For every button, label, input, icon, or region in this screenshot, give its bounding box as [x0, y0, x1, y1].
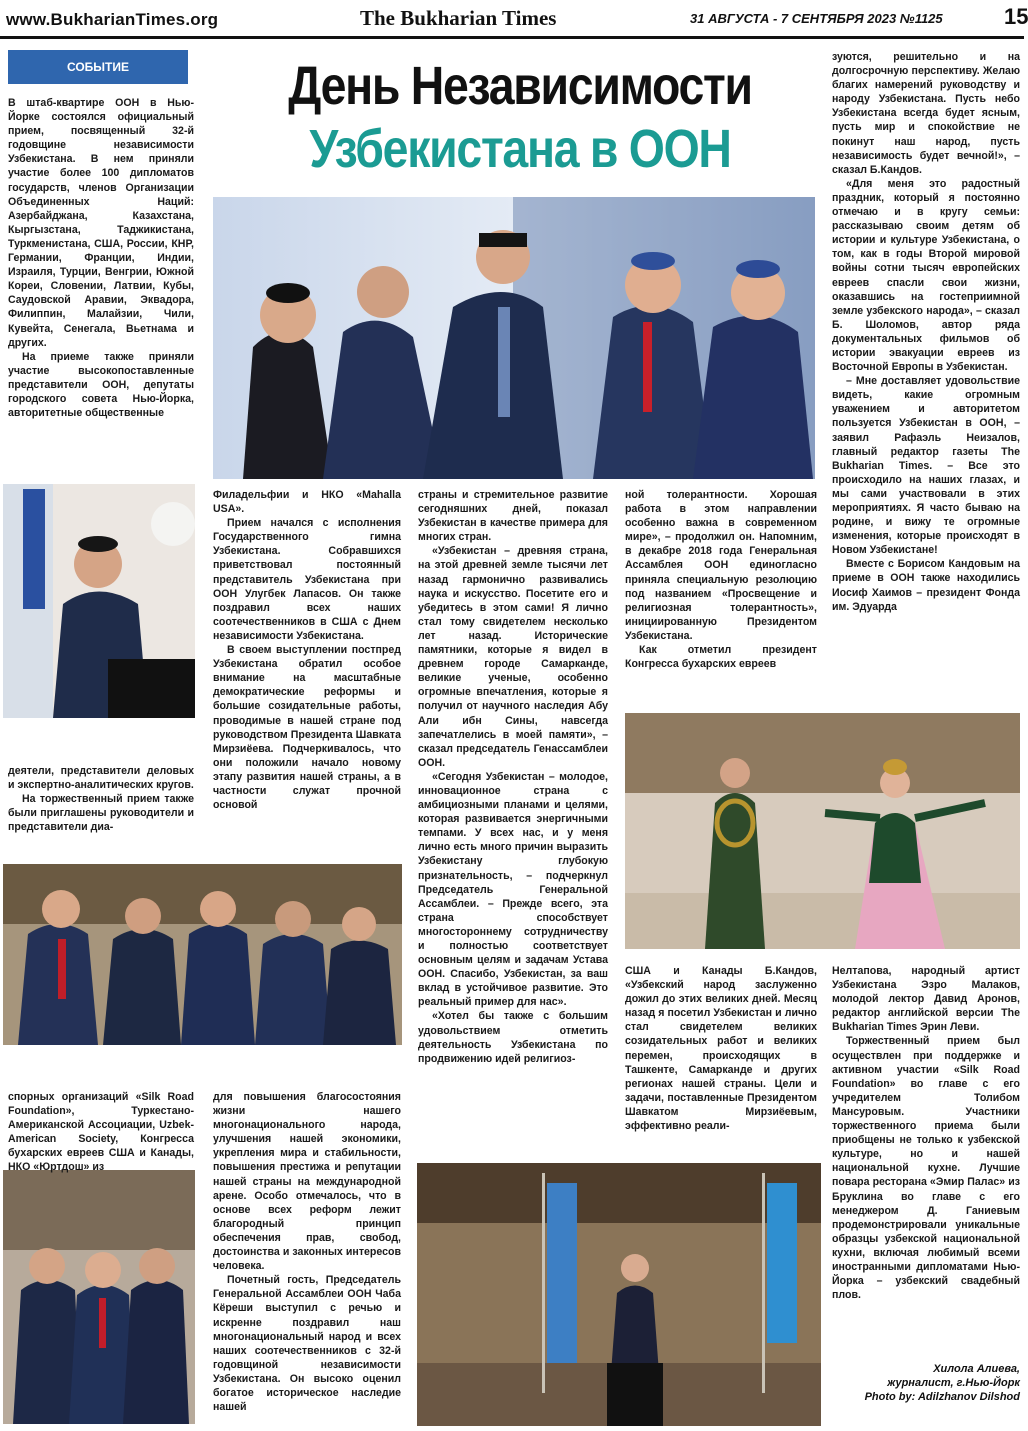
site-url: www.BukharianTimes.org	[6, 10, 219, 29]
column-5-bottom	[832, 964, 1020, 1356]
byline-author: Хилола Алиева,	[933, 1363, 1020, 1375]
photo-three-svg	[3, 1170, 195, 1424]
photo-performers-svg	[625, 713, 1020, 949]
photo-speaker-svg	[3, 484, 195, 718]
photo-group-guests	[3, 864, 402, 1045]
paragraph: деятели, представители деловых и экспертно-аналитических кругов.	[8, 765, 194, 792]
photo-hall-svg	[417, 1163, 821, 1426]
paragraph: Нелтапова, народный артист Узбекистана Эзро Малаков, молодой лектор Давид Аронов, редактор английской версии The Bukharian Times Эрин Леви.	[832, 965, 1020, 1034]
paragraph: для повышения благосостояния жизни нашего многонационального народа, улучшения нашей экономики, укрепления мира и стабильности, повышения престижа и репутации нашей страны на международной арене. Особо отмечалось, что в основе всех реформ лежит благородный принцип обеспечения прав, свобод, достоинства и законных интересов человека.	[213, 1091, 401, 1273]
paragraph: В своем выступлении постпред Узбекистана обратил особое внимание на масштабные демократические реформы и большие созидательные работы, проводимые в нашей стране под руководством Президента Шавката Мирзиёева. Подчеркивалось, что они положили начало новому этапу развития нашей страны, а в частности служат прочной основой	[213, 644, 401, 812]
column-5-top	[832, 50, 1020, 706]
column-1-bottom	[8, 1090, 194, 1174]
photo-diplomats-handshake	[213, 197, 815, 479]
paragraph: – Мне доставляет удовольствие видеть, какие огромным уважением и авторитетом пользуется Узбекистан в ООН, – заявил Рафаэль Неизалов, главный редактор газеты The Bukharian Times. – Все это происходило на наших глазах, и мы сами участвовали в этих мероприятиях. Я часто бываю на родине, и вижу те огромные изменения, которые происходят в Новом Узбекистане!	[832, 375, 1020, 557]
paragraph: На торжественный прием также были приглашены руководители и представители диа-	[8, 793, 194, 834]
photo-speaker-podium	[3, 484, 195, 718]
header-rule	[0, 36, 1024, 39]
paragraph: «Узбекистан – древняя страна, на этой древней земле тысячи лет назад гармонично развивались наука и искусство. Посетите его и убедитесь в этом сами! Я лично стал тому свидетелем несколько лет назад. Исторические памятники, которые я видел в древнем городе Самарканде, великие ученые, особенно огромные впечатления, которые я получил от научного наследия Абу Али ибн Сины, навсегда запечатлелись в моей памяти», – сказал председатель Генассамблеи ООН.	[418, 545, 608, 769]
paragraph: Прием начался с исполнения Государственного гимна Узбекистана. Собравшихся приветствовал постоянный представитель Узбекистана при ООН Улугбек Лапасов. Он также поздравил всех наших соотечественников в США с Днем независимости Узбекистана.	[213, 517, 401, 642]
column-3	[418, 488, 608, 1156]
paragraph: «Сегодня Узбекистан – молодое, инновационное страна с амбициозными планами и целями, которая развивается энергичными темпами. У всех нас, и у меня лично есть много причин выразить Узбекистану глубокую признательность, – подчеркнул Председатель Генеральной Ассамблеи. – Прежде всего, эта страна способствует многостороннему сотрудничеству и полностью соответствует основным целям и задачам Устава ООН. Спасибо, Узбекистан, за ваш вклад в устойчивое развитие. Это реальный пример для нас».	[418, 770, 608, 1009]
paragraph: Филадельфии и НКО «Mahalla USA».	[213, 489, 401, 516]
column-4-top	[625, 488, 817, 704]
headline-line-1: День Независимости	[288, 56, 752, 116]
page-number: 15	[1004, 4, 1028, 29]
column-2-top	[213, 488, 401, 860]
photo-group-svg	[3, 864, 402, 1045]
paragraph: «Хотел бы также с большим удовольствием отметить деятельность Узбекистана по продвижению идей религиоз-	[418, 1010, 608, 1065]
paragraph: зуются, решительно и на долгосрочную перспективу. Желаю благих намерений руководству и народу Узбекистана. Пусть небо Узбекистана всегда будет ясным, пусть мир и спокойствие не покинут наш народ, пусть независимость будет вечной!», – сказал Б.Кандов.	[832, 51, 1020, 176]
photo-three-guests	[3, 1170, 195, 1424]
photo-un-hall-speech	[417, 1163, 821, 1426]
paragraph: Как отметил президент Конгресса бухарских евреев	[625, 644, 817, 671]
photo-folk-performers	[625, 713, 1020, 949]
column-2-bottom	[213, 1090, 401, 1424]
paragraph: Торжественный прием был осуществлен при поддержке и активном участии «Silk Road Foundation» во главе с его учредителем Толибом Мансуровым. Участники торжественного приема были приобщены не только к узбекской культуре, но и нашей национальной кухне. Лучшие повара ресторана «Эмир Палас» из Бруклина во главе с его менеджером Д. Ганиевым продемонстрировали уникальные образцы узбекской национальной кухни, включая любимый всеми иностранными дипломатами Нью-Йорка – узбекский свадебный плов.	[832, 1035, 1020, 1302]
photo-handshake-svg	[213, 197, 815, 479]
paragraph: Вместе с Борисом Кандовым на приеме в ООН также находились Иосиф Хаимов – президент Фонда им. Эдуарда	[832, 558, 1020, 613]
section-label: СОБЫТИЕ	[8, 50, 188, 84]
paragraph: Почетный гость, Председатель Генеральной Ассамблеи ООН Чаба Кёреши выступил с речью и искренне поздравил наш многонациональный народ и всех наших соотечественников с 32-й годовщиной независимости Узбекистана. Он высоко оценил богатое историческое наследие нашей	[213, 1274, 401, 1414]
paragraph: На приеме также приняли участие высокопоставленные представители ООН, депутаты городского совета Нью-Йорка, авторитетные общественные	[8, 350, 194, 420]
byline-photo-credit: Photo by: Adilzhanov Dilshod	[864, 1391, 1020, 1403]
column-4-bottom	[625, 964, 817, 1156]
paragraph: ной толерантности. Хорошая работа в этом направлении особенно важна в современном мире», – продолжил он. Напомним, в декабре 2018 года Генеральная Ассамблея ООН единогласно приняла специальную резолюцию под названием «Просвещение и религиозная толерантность», инициированную Президентом Узбекистана.	[625, 489, 817, 642]
column-1-middle	[8, 764, 194, 860]
newspaper-name: The Bukharian Times	[360, 6, 557, 30]
issue-dateline: 31 АВГУСТА - 7 СЕНТЯБРЯ 2023 №1125	[690, 11, 943, 26]
byline-role: журналист, г.Нью-Йорк	[887, 1377, 1020, 1389]
paragraph: США и Канады Б.Кандов, «Узбекский народ заслуженно дожил до этих великих дней. Месяц назад я посетил Узбекистан и лично стал свидетелем великих созидательных работ и великих перемен, происходящих в Ташкенте, Самарканде и других регионах нашей страны. Цели и задачи, поставленные Президентом Шавкатом Мирзиёевым, эффективно реали-	[625, 965, 817, 1133]
headline-line-2: Узбекистана в ООН	[309, 119, 731, 179]
paragraph: «Для меня это радостный праздник, который я постоянно отмечаю и в кругу семьи: рассказываю своим детям об истории и культуре Узбекистана, о том, как в годы Второй мировой войны сотни тысяч европейских евреев спасли свои жизни, оказавшись на гостеприимной земле узбекского народа», – сказал Б. Шоломов, автор ряда документальных фильмов об истории эвакуации евреев из Восточной Европы в Узбекистан.	[832, 177, 1020, 374]
paragraph: В штаб-квартире ООН в Нью-Йорке состоялся официальный прием, посвященный 32-й годовщине независимости Узбекистана. В нем приняли участие более 100 дипломатов государств, членов Организации Объединенных Наций: Азербайджана, Казахстана, Кыргызстана, Таджикистана, Туркменистана, США, России, КНР, Германии, Франции, Индии, Израиля, Турции, Венгрии, Южной Кореи, Словении, Латвии, Кубы, Саудовской Аравии, Эквадора, Филиппин, Малайзии, Чили, Кувейта, Сенегала, Вьетнама и других.	[8, 97, 194, 349]
paragraph: страны и стремительное развитие сегодняшних дней, показал Узбекистан в качестве примера для многих стран.	[418, 489, 608, 544]
column-1-top	[8, 96, 194, 476]
paragraph: спорных организаций «Silk Road Foundation», Туркестано-Американской Ассоциации, Uzbek-American Society, Конгресса бухарских евреев США и Канады, НКО «Юртдош» из	[8, 1091, 194, 1174]
byline	[830, 1362, 1020, 1404]
